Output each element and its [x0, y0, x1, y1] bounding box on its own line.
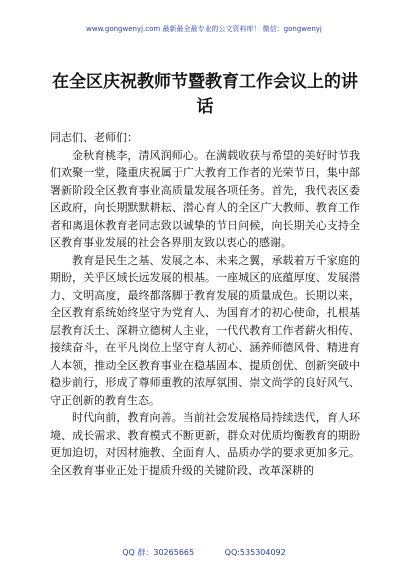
footer-qq-group: QQ 群：30265665 [122, 548, 195, 557]
document-body [50, 129, 360, 479]
footer-qq: QQ:535304092 [224, 548, 286, 557]
page-footer [0, 547, 408, 558]
site-header-banner: www.gongwenyj.com 最新最全最专业的公文资料库！ 微信：gongwenyj [86, 25, 322, 33]
document-title: 在全区庆祝教师节暨教育工作会议上的讲话 [52, 72, 358, 117]
paragraph: 教育是民生之基、发展之本、未来之翼，承载着万千家庭的期盼，关乎区域长远发展的根基。一座城区的底蕴厚度、发展潜力、文明高度，最终都落脚于教育发展的质量成色。长期以来，全区教育系统始终坚守为党育人、为国育才的初心使命，扎根基层教育沃土、深耕立德树人主业，一代代教育工作者薪火相传、接续奋斗，在平凡岗位上坚守育人初心、涵养师德风骨、精进育人本领，推动全区教育事业在稳基固本、提质创优、创新突破中稳步前行，形成了尊师重教的浓厚氛围、崇文尚学的良好风气、守正创新的教育生态。 [50, 253, 360, 407]
salutation: 同志们、老师们： [50, 131, 138, 144]
paragraph: 时代向前，教育向善。当前社会发展格局持续迭代，育人环境、成长需求、教育模式不断更新，群众对优质均衡教育的期盼更加迫切，对因材施教、全面育人、品质办学的要求更加多元。全区教育事业正处于提质升级的关键阶段、改革深耕的 [50, 411, 360, 477]
paragraph: 金秋育桃李，清风润师心。在满载收获与希望的美好时节我们欢聚一堂，隆重庆祝属于广大教育工作者的光荣节日，集中部署新阶段全区教育事业高质量发展各项任务。首先，我代表区委区政府，向长期默默耕耘、潜心育人的全区广大教师、教育工作者和离退休教育老同志致以诚挚的节日问候，向长期关心支持全区教育事业发展的社会各界朋友致以衷心的感谢。 [50, 148, 360, 249]
